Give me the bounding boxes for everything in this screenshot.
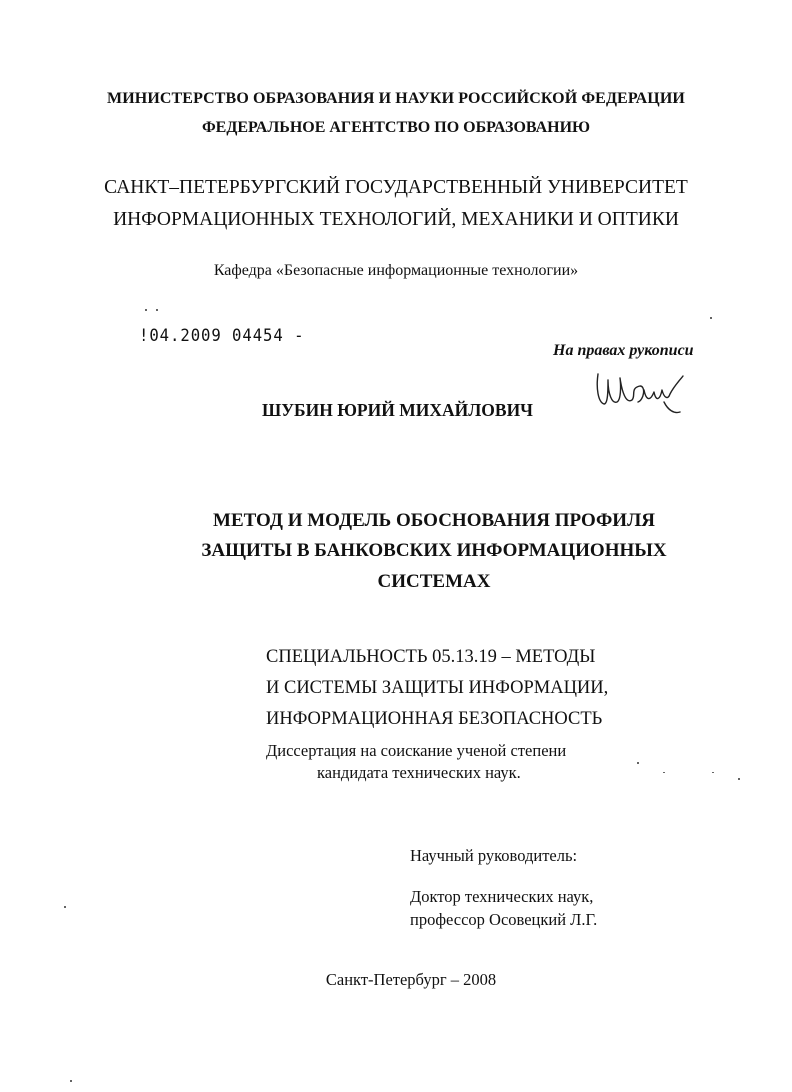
dissertation-line2: кандидата технических наук. — [317, 763, 521, 782]
department-name: Кафедра «Безопасные информационные технологии» — [213, 262, 579, 279]
supervisor-label: Научный руководитель: — [410, 846, 578, 865]
university-name-line1: САНКТ–ПЕТЕРБУРГСКИЙ ГОСУДАРСТВЕННЫЙ УНИВЕРСИТЕТ — [104, 177, 688, 198]
archive-prefix: ! — [139, 326, 150, 346]
scan-speck — [710, 317, 712, 319]
specialty-line2: И СИСТЕМЫ ЗАЩИТЫ ИНФОРМАЦИИ, — [266, 678, 609, 698]
scan-speck — [70, 1080, 72, 1082]
scan-speck — [156, 309, 158, 311]
supervisor-degree: Доктор технических наук, — [410, 887, 594, 906]
thesis-title-line3: СИСТЕМАХ — [377, 571, 491, 592]
scan-speck — [64, 906, 66, 908]
archive-suffix: - — [294, 326, 305, 346]
university-name-line2: ИНФОРМАЦИОННЫХ ТЕХНОЛОГИЙ, МЕХАНИКИ И ОПТИКИ — [113, 209, 679, 230]
supervisor-name: профессор Осовецкий Л.Г. — [410, 910, 598, 929]
thesis-title-line1: МЕТОД И МОДЕЛЬ ОБОСНОВАНИЯ ПРОФИЛЯ — [213, 510, 655, 531]
rights-note: На правах рукописи — [553, 342, 694, 359]
thesis-title-line2: ЗАЩИТЫ В БАНКОВСКИХ ИНФОРМАЦИОННЫХ — [201, 540, 667, 561]
agency-name: ФЕДЕРАЛЬНОЕ АГЕНТСТВО ПО ОБРАЗОВАНИЮ — [201, 119, 591, 136]
archive-number-text: 04.2009 04454 — [149, 326, 284, 346]
scan-speck — [712, 772, 714, 773]
dissertation-line1: Диссертация на соискание ученой степени — [266, 741, 567, 760]
signature-icon — [590, 366, 686, 418]
specialty-line3: ИНФОРМАЦИОННАЯ БЕЗОПАСНОСТЬ — [266, 709, 603, 729]
archive-number — [139, 326, 304, 346]
specialty-line1: СПЕЦИАЛЬНОСТЬ 05.13.19 – МЕТОДЫ — [266, 647, 596, 667]
ministry-name: МИНИСТЕРСТВО ОБРАЗОВАНИЯ И НАУКИ РОССИЙСКОЙ ФЕДЕРАЦИИ — [107, 90, 685, 107]
scan-speck — [738, 778, 740, 780]
scan-speck — [637, 762, 639, 764]
city-year: Санкт-Петербург – 2008 — [325, 970, 497, 989]
author-name: ШУБИН ЮРИЙ МИХАЙЛОВИЧ — [262, 400, 534, 420]
scan-speck — [145, 309, 147, 311]
scan-speck — [663, 772, 665, 773]
